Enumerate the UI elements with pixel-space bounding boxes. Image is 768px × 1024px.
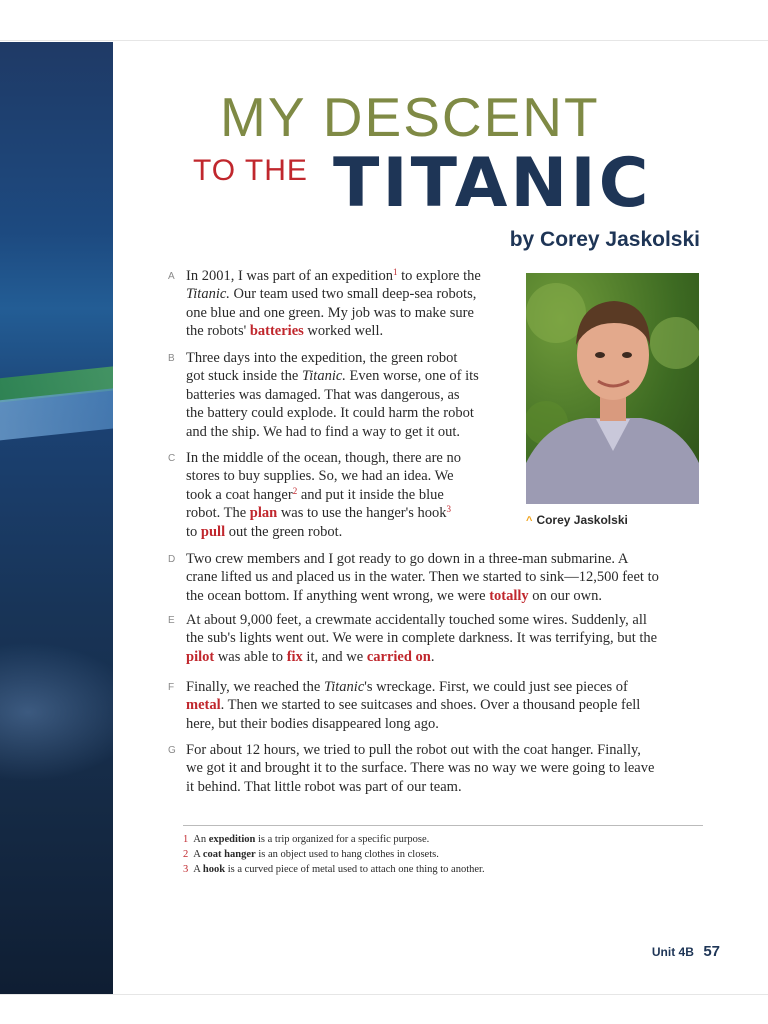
text-run: here, but their bodies disappeared long ago. [186,715,439,732]
author-portrait [526,273,699,504]
italic-run: Titanic. [186,286,230,303]
text-run: In the middle of the ocean, though, there are no [186,450,461,466]
text-run: got stuck inside the [186,368,302,385]
footnote-number: 3 [183,864,189,875]
text-line [186,611,708,629]
text-run: Three days into the expedition, the green robot [186,350,458,366]
text-run: . [430,648,435,665]
text-line [186,467,508,485]
footnote-rule [183,825,703,826]
text-run: batteries was damaged. That was dangerous, as [186,386,460,403]
text-run: Finally, we reached the [186,679,324,695]
text-line [186,778,708,796]
paragraph-g [168,741,708,796]
text-line [186,486,508,504]
title-titanic: TITANIC [333,144,652,223]
text-run: is an object used to hang clothes in closets. [255,849,439,860]
text-run: A [193,864,203,875]
text-run: and put it inside the blue [297,486,444,503]
footnote-number: 1 [183,834,189,845]
text-run: robot. The [186,505,250,522]
author-photo [526,273,699,504]
paragraph-e [168,611,708,666]
italic-run: Titanic [323,679,365,695]
text-run: Even worse, one of its [345,368,479,385]
footnote-number: 2 [183,849,189,860]
text-line [186,504,508,522]
title-my-descent: MY DESCENT [220,86,600,148]
text-line [186,386,508,404]
paragraph-c [168,449,508,541]
text-run: took a coat hanger [186,486,293,503]
text-run: An [193,834,209,845]
text-run: For about 12 hours, we tried to pull the robot out with the coat hanger. Finally, [186,742,641,758]
caret-icon: ^ [526,515,533,527]
paragraph-letter: C [168,453,176,464]
side-strip-image [0,42,113,994]
text-run: on our own. [528,587,602,604]
text-run: the ocean bottom. If anything went wrong, we were [186,587,490,604]
text-line [186,449,508,467]
text-run: the sub's lights went out. We were in complete darkness. It was terrifying, but the [186,630,658,647]
page-number: 57 [703,943,720,960]
text-run: At about 9,000 feet, a crewmate accidentally touched some wires. Suddenly, all [186,612,647,628]
text-run: A [193,849,203,860]
footnotes [183,832,485,877]
keyword: metal [186,697,221,714]
keyword: plan [249,505,278,522]
text-run: Two crew members and I got ready to go down in a three-man submarine. A [186,551,629,567]
text-run: out the green robot. [225,523,343,540]
text-line [186,349,508,367]
text-line [186,759,708,777]
footnote-1 [183,832,485,847]
text-run: and the ship. We had to find a way to get it out. [186,423,461,440]
paragraph-d [168,550,708,605]
footnote-ref: 3 [446,504,452,515]
text-line [186,285,508,303]
text-line [186,304,508,322]
keyword: totally [489,587,529,604]
paragraph-f [168,678,708,733]
text-run: the robots' [186,323,250,340]
paragraph-letter: G [168,745,176,756]
text-run: worked well. [303,323,384,340]
footnote-2 [183,847,485,862]
text-run: the battery could explode. It could harm the robot [186,405,474,422]
unit-label: Unit 4B [651,945,694,959]
paragraph-letter: B [168,353,175,364]
text-line [186,696,708,714]
text-line [186,629,708,647]
text-line [186,587,708,605]
keyword: fix [286,648,303,665]
text-line [186,423,508,441]
page-footer [652,943,720,961]
keyword: batteries [249,323,304,340]
top-rule [0,40,768,41]
bold-run: hook [202,864,226,875]
text-line [186,648,708,666]
text-run: . Then we started to see suitcases and shoes. Over a thousand people fell [220,697,641,714]
text-run: 's wreckage. First, we could just see pieces of [364,679,628,695]
text-run: to explore the [397,268,481,284]
text-run: it, and we [302,648,367,665]
paragraph-letter: E [168,615,175,626]
text-run: to [186,523,201,540]
text-line [186,267,508,285]
text-line [186,404,508,422]
keyword: carried on [366,648,431,665]
paragraph-letter: A [168,271,175,282]
paragraph-letter: D [168,554,176,565]
text-line [186,322,508,340]
text-run: is a trip organized for a specific purpose. [255,834,430,845]
footnote-3 [183,862,485,877]
text-run: Our team used two small deep-sea robots, [229,286,477,303]
text-run: was to use the hanger's hook [277,505,447,522]
text-run: was able to [214,648,287,665]
text-run: stores to buy supplies. So, we had an idea. We [186,468,454,485]
strip-glow [0,642,113,782]
keyword: pilot [186,648,215,665]
bold-run: coat hanger [202,849,256,860]
paragraph-b [168,349,508,441]
photo-caption [526,513,628,527]
footnote-ref: 1 [392,267,398,277]
title-line-2 [193,144,713,225]
text-run: it behind. That little robot was part of our team. [186,778,462,795]
text-line [186,367,508,385]
italic-run: Titanic. [302,368,346,385]
bold-run: expedition [208,834,256,845]
text-line [186,550,708,568]
text-line [186,678,708,696]
text-run: we got it and brought it to the surface. There was no way we were going to leave [186,760,655,777]
text-run: crane lifted us and placed us in the water. Then we started to sink—12,500 feet to [186,569,659,586]
paragraph-letter: F [168,682,175,693]
text-line [186,715,708,733]
paragraph-a [168,267,508,341]
text-line [186,523,508,541]
text-line [186,741,708,759]
bottom-rule [0,994,768,995]
footnote-ref: 2 [292,485,298,496]
title-to-the: TO THE [193,154,308,187]
text-run: is a curved piece of metal used to attach one thing to another. [225,864,485,875]
text-run: one blue and one green. My job was to make sure [186,304,474,321]
text-run: In 2001, I was part of an expedition [186,268,393,284]
caption-text: Corey Jaskolski [536,513,628,527]
text-line [186,568,708,586]
keyword: pull [200,523,226,540]
byline: by Corey Jaskolski [509,228,700,251]
